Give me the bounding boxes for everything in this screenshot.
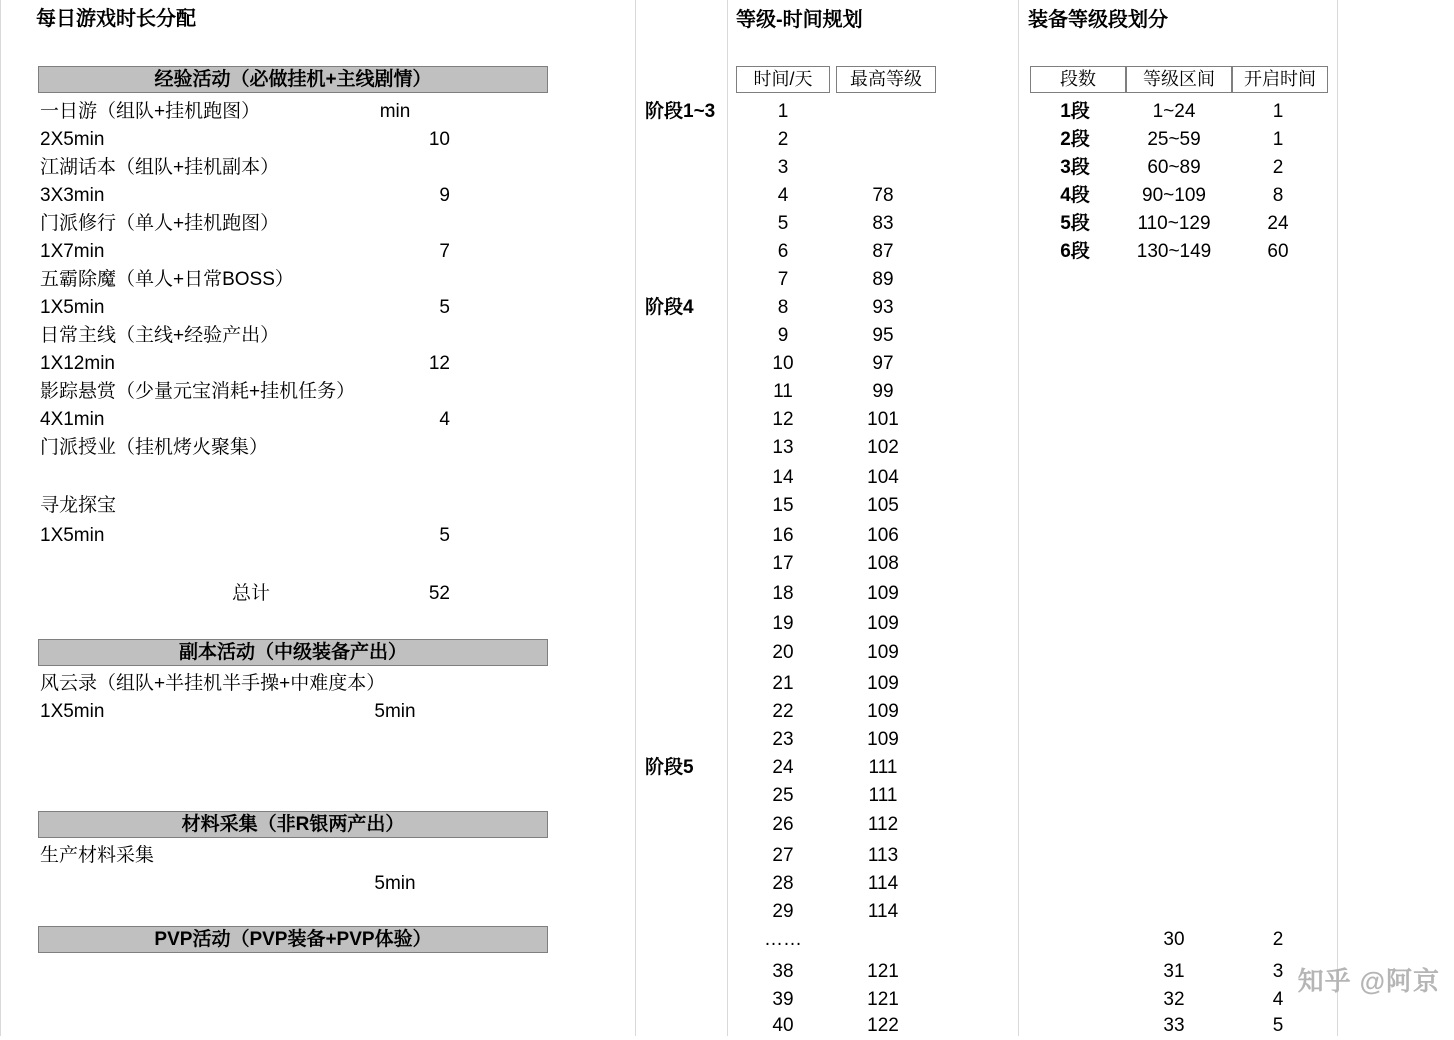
watermark	[1298, 961, 1440, 998]
table-cell-tail-b: 4	[1272, 989, 1284, 1010]
row-label: 2X5min	[40, 129, 105, 150]
column-header-level: 最高等级	[836, 66, 936, 93]
table-cell-day: 13	[772, 437, 794, 458]
table-cell-level: 99	[872, 381, 894, 402]
table-cell-level: 104	[867, 467, 899, 488]
row-label: 门派修行（单人+挂机跑图）	[40, 213, 280, 234]
table-cell-day: 17	[772, 553, 794, 574]
table-cell-level: 111	[868, 785, 898, 806]
zhihu-logo: 知乎	[1297, 966, 1352, 996]
table-cell-day: 26	[772, 814, 794, 835]
row-label: 4X1min	[40, 409, 105, 430]
table-cell-day: 18	[772, 583, 794, 604]
table-cell-level: 106	[867, 525, 899, 546]
table-cell-day: 29	[772, 901, 794, 922]
table-cell-day: 22	[772, 701, 794, 722]
row-label: 风云录（组队+半挂机半手操+中难度本）	[40, 673, 386, 694]
table-cell-day: 3	[777, 157, 789, 178]
table-cell-segment: 1段	[1060, 101, 1090, 122]
table-cell-level: 121	[867, 961, 899, 982]
row-value: min	[379, 101, 411, 122]
table-cell-day: 28	[772, 873, 794, 894]
table-cell-day: 9	[777, 325, 789, 346]
table-cell-day: 23	[772, 729, 794, 750]
column-header-segment: 段数	[1030, 66, 1126, 93]
table-cell-segment: 6段	[1060, 241, 1090, 262]
table-cell-day: 8	[777, 297, 789, 318]
table-cell-day: 4	[777, 185, 789, 206]
table-cell-day: 7	[777, 269, 789, 290]
table-cell-level: 78	[872, 185, 894, 206]
row-label: 3X3min	[40, 185, 105, 206]
row-value: 5	[439, 525, 450, 546]
table-cell-level: 83	[872, 213, 894, 234]
row-value: 4	[439, 409, 450, 430]
table-cell-tail-a: 30	[1163, 929, 1185, 950]
grid-line	[727, 0, 728, 1036]
table-cell-level: 109	[867, 701, 899, 722]
table-cell-segment: 3段	[1060, 157, 1090, 178]
column-header-range: 等级区间	[1126, 66, 1232, 93]
total-value: 52	[428, 583, 450, 604]
row-label: 江湖话本（组队+挂机副本）	[40, 157, 280, 178]
table-cell-day: 2	[777, 129, 789, 150]
grid-line	[1018, 0, 1019, 1036]
table-cell-day: 40	[772, 1015, 794, 1036]
table-cell-day: 1	[777, 101, 789, 122]
stage-label: 阶段5	[645, 757, 694, 778]
table-cell-level: 109	[867, 729, 899, 750]
table-cell-day: 6	[777, 241, 789, 262]
right-title: 装备等级段划分	[1028, 9, 1168, 31]
table-cell-open: 60	[1267, 241, 1289, 262]
table-cell-tail-a: 31	[1163, 961, 1185, 982]
watermark-user: @阿京	[1359, 966, 1440, 996]
table-cell-day: 27	[772, 845, 794, 866]
row-value: 9	[439, 185, 450, 206]
row-label: 生产材料采集	[40, 845, 155, 866]
table-cell-day: 20	[772, 642, 794, 663]
table-cell-level: 97	[872, 353, 894, 374]
table-cell-level: 114	[867, 873, 899, 894]
stage-label: 阶段4	[645, 297, 694, 318]
table-cell-open: 8	[1272, 185, 1284, 206]
row-label: 门派授业（挂机烤火聚集）	[40, 437, 269, 458]
table-cell-level: 109	[867, 583, 899, 604]
row-label: 1X7min	[40, 241, 105, 262]
row-value: 12	[428, 353, 450, 374]
table-cell-day: 39	[772, 989, 794, 1010]
row-label: 影踪悬赏（少量元宝消耗+挂机任务）	[40, 381, 356, 402]
table-cell-level: 111	[868, 757, 898, 778]
middle-title: 等级-时间规划	[736, 9, 863, 31]
table-cell-level: 113	[867, 845, 899, 866]
table-cell-tail-b: 2	[1272, 929, 1284, 950]
table-cell-day: 14	[772, 467, 794, 488]
total-label: 总计	[232, 583, 271, 604]
table-cell-open: 2	[1272, 157, 1284, 178]
row-label: 1X5min	[40, 701, 105, 722]
row-label: 寻龙探宝	[40, 495, 117, 516]
table-cell-level: 122	[867, 1015, 899, 1036]
table-cell-range: 110~129	[1137, 213, 1211, 234]
table-cell-level: 112	[867, 814, 899, 835]
table-cell-level: 101	[867, 409, 899, 430]
row-value: 5min	[374, 873, 416, 894]
table-cell-range: 130~149	[1136, 241, 1212, 262]
row-value: 5	[439, 297, 450, 318]
column-header-day: 时间/天	[736, 66, 830, 93]
table-cell-level: 93	[872, 297, 894, 318]
left-title: 每日游戏时长分配	[36, 8, 196, 30]
row-value: 10	[428, 129, 450, 150]
table-cell-day: 24	[772, 757, 794, 778]
row-label: 1X5min	[40, 525, 105, 546]
table-cell-open: 1	[1272, 129, 1284, 150]
section-band-dungeon: 副本活动（中级装备产出）	[38, 639, 548, 666]
row-label: 一日游（组队+挂机跑图）	[40, 101, 261, 122]
table-cell-day: 11	[773, 381, 793, 402]
table-cell-range: 25~59	[1147, 129, 1201, 150]
table-cell-tail-a: 33	[1163, 1015, 1185, 1036]
table-cell-day: 10	[772, 353, 794, 374]
row-label: 1X5min	[40, 297, 105, 318]
table-cell-level: 95	[872, 325, 894, 346]
table-cell-segment: 5段	[1060, 213, 1090, 234]
table-cell-level: 108	[867, 553, 899, 574]
section-band-experience: 经验活动（必做挂机+主线剧情）	[38, 66, 548, 93]
table-cell-day: ……	[764, 929, 802, 950]
table-cell-level: 89	[872, 269, 894, 290]
table-cell-tail-b: 3	[1272, 961, 1284, 982]
table-cell-segment: 2段	[1060, 129, 1090, 150]
table-cell-level: 109	[867, 673, 899, 694]
table-cell-open: 1	[1272, 101, 1284, 122]
grid-line	[1337, 0, 1338, 1036]
column-header-open: 开启时间	[1232, 66, 1328, 93]
table-cell-level: 102	[867, 437, 899, 458]
table-cell-range: 60~89	[1147, 157, 1201, 178]
table-cell-range: 1~24	[1152, 101, 1196, 122]
row-value: 7	[439, 241, 450, 262]
table-cell-level: 121	[867, 989, 899, 1010]
table-cell-day: 19	[772, 613, 794, 634]
grid-line	[0, 0, 1, 1036]
row-value: 5min	[374, 701, 416, 722]
table-cell-day: 15	[772, 495, 794, 516]
table-cell-level: 109	[867, 642, 899, 663]
section-band-gathering: 材料采集（非R银两产出）	[38, 811, 548, 838]
table-cell-day: 25	[772, 785, 794, 806]
table-cell-tail-b: 5	[1272, 1015, 1284, 1036]
table-cell-segment: 4段	[1060, 185, 1090, 206]
row-label: 日常主线（主线+经验产出）	[40, 325, 280, 346]
table-cell-day: 5	[777, 213, 789, 234]
table-cell-day: 12	[772, 409, 794, 430]
stage-label: 阶段1~3	[645, 101, 716, 122]
row-label: 1X12min	[40, 353, 115, 374]
table-cell-day: 21	[772, 673, 794, 694]
table-cell-level: 105	[867, 495, 899, 516]
row-label: 五霸除魔（单人+日常BOSS）	[40, 269, 294, 290]
grid-line	[635, 0, 636, 1036]
table-cell-level: 87	[872, 241, 894, 262]
table-cell-day: 16	[772, 525, 794, 546]
table-cell-range: 90~109	[1142, 185, 1206, 206]
table-cell-open: 24	[1267, 213, 1289, 234]
table-cell-tail-a: 32	[1163, 989, 1185, 1010]
table-cell-level: 109	[867, 613, 899, 634]
section-band-pvp: PVP活动（PVP装备+PVP体验）	[38, 926, 548, 953]
table-cell-level: 114	[867, 901, 899, 922]
table-cell-day: 38	[772, 961, 794, 982]
